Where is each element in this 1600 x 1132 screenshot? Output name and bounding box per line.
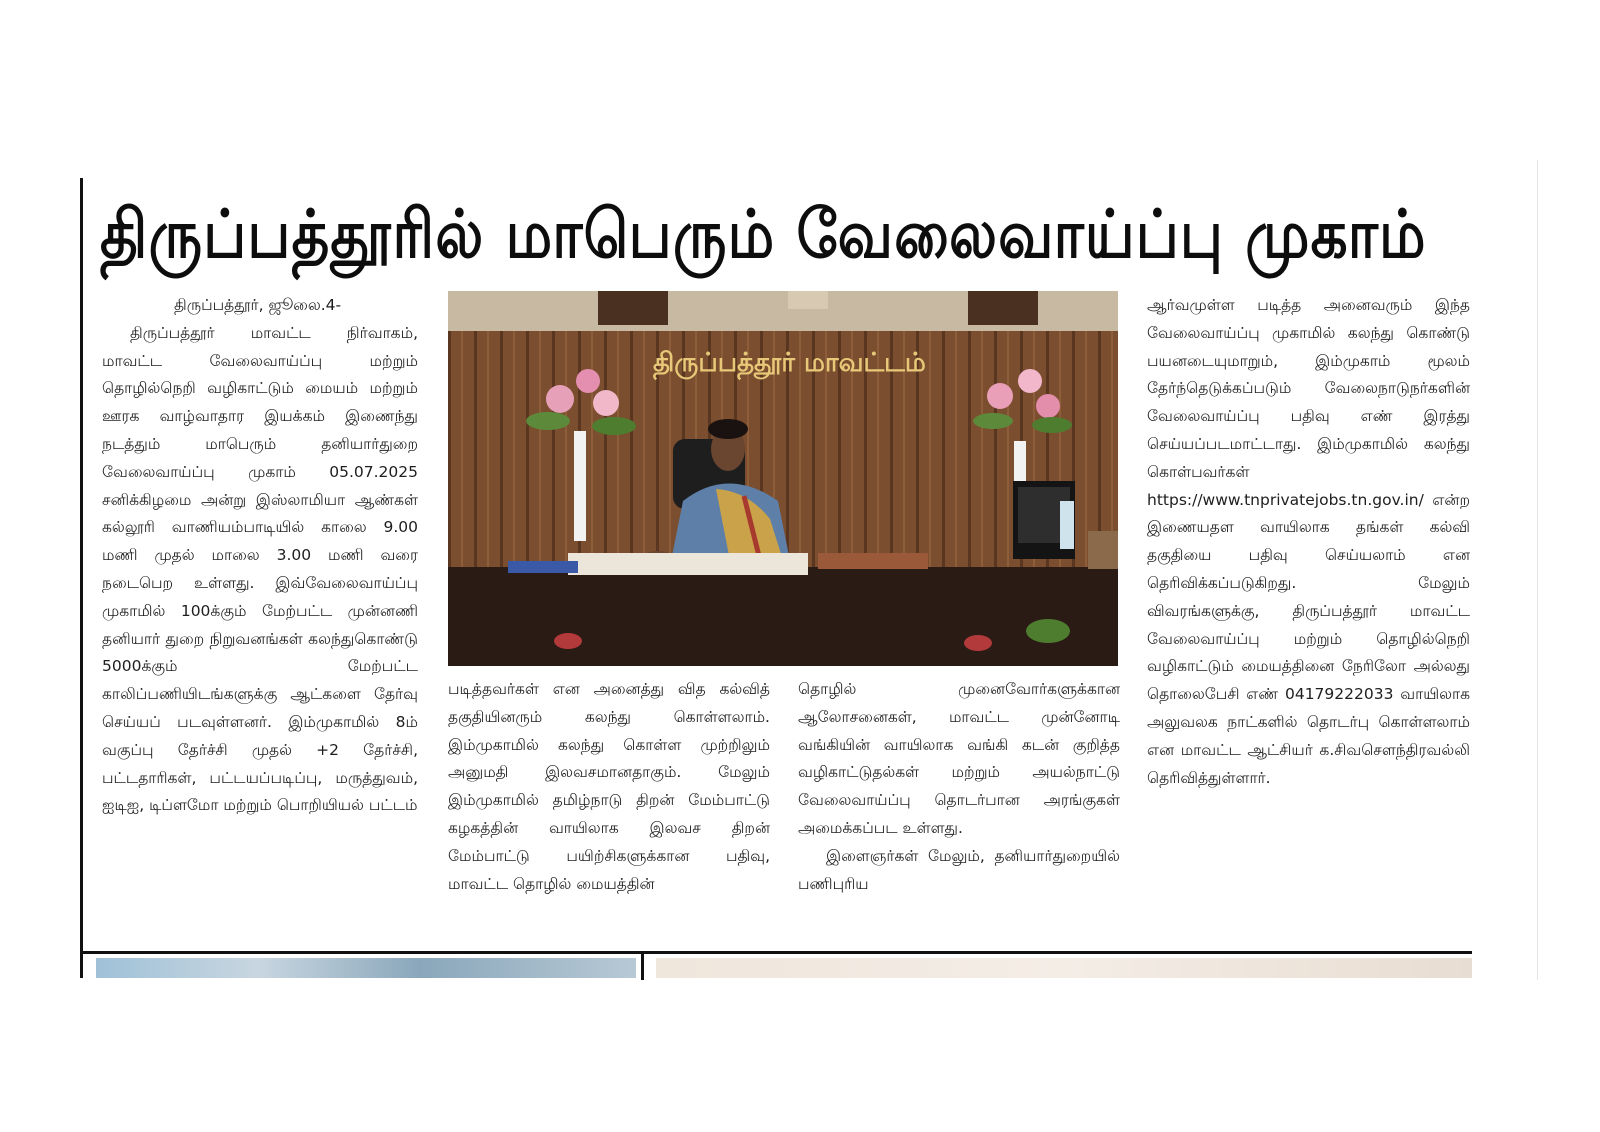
column-1-text: திருப்பத்தூர் மாவட்ட நிர்வாகம், மாவட்ட வேலைவாய்ப்பு மற்றும் தொழில்நெறி வழிகாட்டும் மையம் மற்றும் ஊரக வாழ்வாதார இயக்கம் இணைந்து நடத்தும் மாபெரும் தனியார்துறை வேலைவாய்ப்பு முகாம் 05.07.2025 சனிக்கிழமை அன்று இஸ்லாமியா ஆண்கள் கல்லூரி வாணியம்பாடியில் காலை 9.00 மணி முதல் மாலை 3.00 மணி வரை நடைபெற உள்ளது. இவ்வேலைவாய்ப்பு முகாமில் 100க்கும் மேற்பட்ட முன்னணி தனியார் துறை நிறுவனங்கள் கலந்துகொண்டு 5000க்கும் மேற்பட்ட காலிப்பணியிடங்களுக்கு ஆட்களை தேர்வு செய்யப் படவுள்ளனர். இம்முகாமில் 8ம் வகுப்பு தேர்ச்சி முதல் +2 தேர்ச்சி, பட்டதாரிகள், பட்டயப்படிப்பு, மருத்துவம், ஐடிஐ, டிப்ளமோ மற்றும் பொறியியல் பட்டம் [102,323,418,815]
column-3-text: தொழில் முனைவோர்களுக்கான ஆலோசனைகள், மாவட்ட முன்னோடி வங்கியின் வாயிலாக வங்கி கடன் குறித்த வழிகாட்டுதல்கள் மற்றும் அயல்நாட்டு வேலைவாய்ப்பு தொடர்பான அரங்குகள் அமைக்கப்பட உள்ளது. [798,680,1120,837]
article-column-3 [798,676,1120,946]
bottom-rule [80,951,1472,954]
article-column-2 [448,676,770,946]
dateline: திருப்பத்தூர், ஜூலை.4- [174,296,342,314]
article-photo [448,291,1118,666]
left-column-rule [80,178,83,978]
bottom-column-separator [641,954,644,980]
column-2-text: படித்தவர்கள் என அனைத்து வித கல்வித் தகுதியினரும் கலந்து கொள்ளலாம். இம்முகாமில் கலந்து கொள்ள முற்றிலும் அனுமதி இலவசமானதாகும். மேலும் இம்முகாமில் தமிழ்நாடு திறன் மேம்பாட்டு கழகத்தின் வாயிலாக இலவச திறன் மேம்பாட்டு பயிற்சிகளுக்கான பதிவு, மாவட்ட தொழில் மையத்தின் [448,680,770,893]
article-column-1 [102,292,418,944]
article-column-4 [1147,292,1470,944]
wall-sign: திருப்பத்தூர் மாவட்டம் [653,348,926,378]
column-3-text-continued: இளைஞர்கள் மேலும், தனியார்துறையில் பணிபுரிய [798,846,1120,893]
collector-office-photo [448,291,1118,666]
article-headline: திருப்பத்தூரில் மாபெரும் வேலைவாய்ப்பு முகாம் [100,194,1427,274]
column-4-text: ஆர்வமுள்ள படித்த அனைவரும் இந்த வேலைவாய்ப்பு முகாமில் கலந்து கொண்டு பயனடையுமாறும், இம்முகாம் மூலம் தேர்ந்தெடுக்கப்படும் வேலைநாடுநர்களின் வேலைவாய்ப்பு பதிவு எண் இரத்து செய்யப்படமாட்டாது. இம்முகாமில் கலந்து கொள்பவர்கள் https://www.tnprivatejobs.tn.gov.in/ என்ற இணையதள வாயிலாக தங்கள் கல்வி தகுதியை பதிவு செய்யலாம் என தெரிவிக்கப்படுகிறது. மேலும் விவரங்களுக்கு, திருப்பத்தூர் மாவட்ட வேலைவாய்ப்பு மற்றும் தொழில்நெறி வழிகாட்டும் மையத்தினை நேரிலோ அல்லது தொலைபேசி எண் 04179222033 வாயிலாக அலுவலக நாட்களில் தொடர்பு கொள்ளலாம் என மாவட்ட ஆட்சியர் க.சிவசௌந்திரவல்லி தெரிவித்துள்ளார். [1147,296,1470,787]
next-article-photo-right [656,958,1472,978]
page-edge [1537,160,1538,980]
next-article-photo-left [96,958,636,978]
